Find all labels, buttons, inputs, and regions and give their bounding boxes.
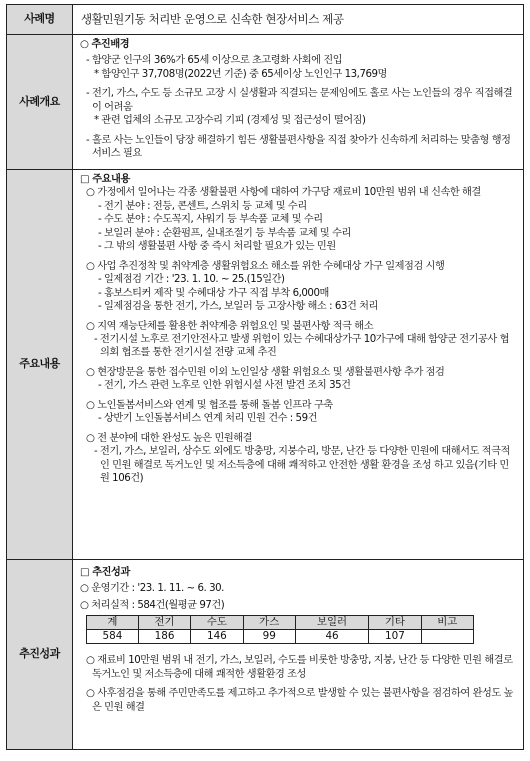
stats-value-cell: 186 <box>138 630 190 644</box>
main-sub-item: - 상반기 노인돌봄서비스 연계 처리 민원 건수 : 59건 <box>98 413 318 425</box>
main-content-label: 주요내용 <box>7 170 73 560</box>
results-content <box>73 560 524 750</box>
stats-value-cell: 46 <box>295 630 368 644</box>
stats-header-cell: 기타 <box>369 616 421 630</box>
main-sub-item: - 홍보스티커 제작 및 수혜대상 가구 직접 부착 6,000매 <box>98 287 329 299</box>
results-stats-table <box>86 615 474 644</box>
main-sub-item: - 전기, 가스 관련 노후로 인한 위험시설 사전 발견 조치 35건 <box>98 380 351 392</box>
overview-item: - 전기, 가스, 수도 등 소규모 고장 시 실생활과 직결되는 문제임에도 홀로 사는 노인들의 경우 직접해결이 어려움 <box>86 88 513 113</box>
overview-item: - 함양군 인구의 36%가 65세 이상으로 초고령화 사회에 진입 <box>86 55 343 67</box>
case-title: 생활민원기동 처리반 운영으로 신속한 현장서비스 제공 <box>73 5 524 35</box>
main-sub-item: - 전기 분야 : 전등, 콘센트, 스위치 등 교체 및 수리 <box>98 200 307 212</box>
overview-row <box>7 35 524 170</box>
main-bullet-2: ○ 사업 추진정착 및 취약계층 생활위험요소 해소를 위한 수혜대상 가구 일제점검 시행 <box>86 260 445 272</box>
overview-note: * 관련 업체의 소규모 고장수리 기피 (경제성 및 접근성이 떨어짐) <box>94 115 366 127</box>
main-bullet-5: ○ 노인돌봄서비스와 연계 및 협조를 통해 돌봄 인프라 구축 <box>86 399 333 411</box>
stats-value-cell: 99 <box>243 630 295 644</box>
stats-header-cell: 수도 <box>191 616 243 630</box>
main-sub-item: - 일제점검을 통한 전기, 가스, 보일러 등 고장사항 해소 : 63건 처리 <box>98 301 378 313</box>
case-name-label: 사례명 <box>7 5 73 35</box>
main-sub-item: - 수도 분야 : 수도꼭지, 샤워기 등 부속품 교체 및 수리 <box>98 214 323 226</box>
stats-value-cell: 146 <box>191 630 243 644</box>
stats-value-cell: 107 <box>369 630 421 644</box>
results-period: ○ 운영기간 : '23. 1. 11. ~ 6. 30. <box>80 583 224 595</box>
overview-item: - 홀로 사는 노인들이 당장 해결하기 힘든 생활불편사항을 직접 찾아가 신속하게 처리하는 맞춤형 행정서비스 필요 <box>86 134 511 160</box>
overview-label: 사례개요 <box>7 35 73 170</box>
results-bullet-2: ○ 사후점검을 통해 주민만족도를 제고하고 추가적으로 발생할 수 있는 불편사항을 점검하여 완성도 높은 민원 해결 <box>86 688 513 713</box>
main-content <box>73 170 524 560</box>
results-heading: □ 추진성과 <box>80 567 130 578</box>
main-heading: □ 주요내용 <box>80 174 130 185</box>
overview-content <box>73 35 524 170</box>
stats-header-cell: 비고 <box>421 616 473 630</box>
stats-header-cell: 전기 <box>138 616 190 630</box>
stats-header-row <box>87 616 474 630</box>
case-name-row <box>7 5 524 35</box>
main-sub-item: - 전기시설 노후로 전기안전사고 발생 위험이 있는 수혜대상가구 10가구에 대해 함양군 전기공사 협의회 협조를 통한 전기시설 전량 교체 추진 <box>94 333 509 359</box>
stats-value-row <box>87 630 474 644</box>
main-bullet-4: ○ 현장방문을 통한 접수민원 이외 노인일상 생활 위험요소 및 생활불편사항 추가 점검 <box>86 366 445 378</box>
main-bullet-6: ○ 전 분야에 대한 완성도 높은 민원해결 <box>86 432 253 444</box>
stats-header-cell: 보일러 <box>295 616 368 630</box>
stats-value-cell: 584 <box>87 630 139 644</box>
document <box>6 4 524 750</box>
main-sub-item: - 보일러 분야 : 순환펌프, 실내조절기 등 부속품 교체 및 수리 <box>98 227 351 239</box>
stats-header-cell: 계 <box>87 616 139 630</box>
results-bullet-1: ○ 재료비 10만원 범위 내 전기, 가스, 보일러, 수도를 비롯한 방충망, 지붕, 난간 등 다양한 민원 해결로 독거노인 및 저소득층에 대해 쾌적한 생활환경 조성 <box>86 655 513 680</box>
main-bullet-1: ○ 가정에서 일어나는 각종 생활불편 사항에 대하여 가구당 재료비 10만원 범위 내 신속한 해결 <box>86 187 481 199</box>
main-bullet-3: ○ 지역 재능단체를 활용한 취약계층 위험요인 및 불편사항 적극 해소 <box>86 320 374 332</box>
main-content-row <box>7 170 524 560</box>
results-row <box>7 560 524 750</box>
main-sub-item: - 그 밖의 생활불편 사항 중 즉시 처리할 필요가 있는 민원 <box>98 241 336 253</box>
main-sub-item: - 일제점검 기간 : '23. 1. 10. ~ 25.(15일간) <box>98 274 285 286</box>
results-record: ○ 처리실적 : 584건(월평균 97건) <box>80 599 225 611</box>
results-label: 추진성과 <box>7 560 73 750</box>
overview-note: * 함양인구 37,708명(2022년 기준) 중 65세이상 노인인구 13,769명 <box>94 68 387 80</box>
stats-header-cell: 가스 <box>243 616 295 630</box>
case-table <box>6 4 524 750</box>
main-sub-item: - 전기, 가스, 보일러, 상수도 외에도 방충망, 지붕수리, 방문, 난간 등 다양한 민원에 대해서도 적극적인 민원 해결로 독거노인 및 저소득층에 대해 쾌적하고 안전한 생활 환경을 조성 하고 있음(기타 민원 106건) <box>94 446 510 485</box>
stats-value-cell <box>421 630 473 644</box>
overview-heading: ○ 추진배경 <box>80 39 130 50</box>
